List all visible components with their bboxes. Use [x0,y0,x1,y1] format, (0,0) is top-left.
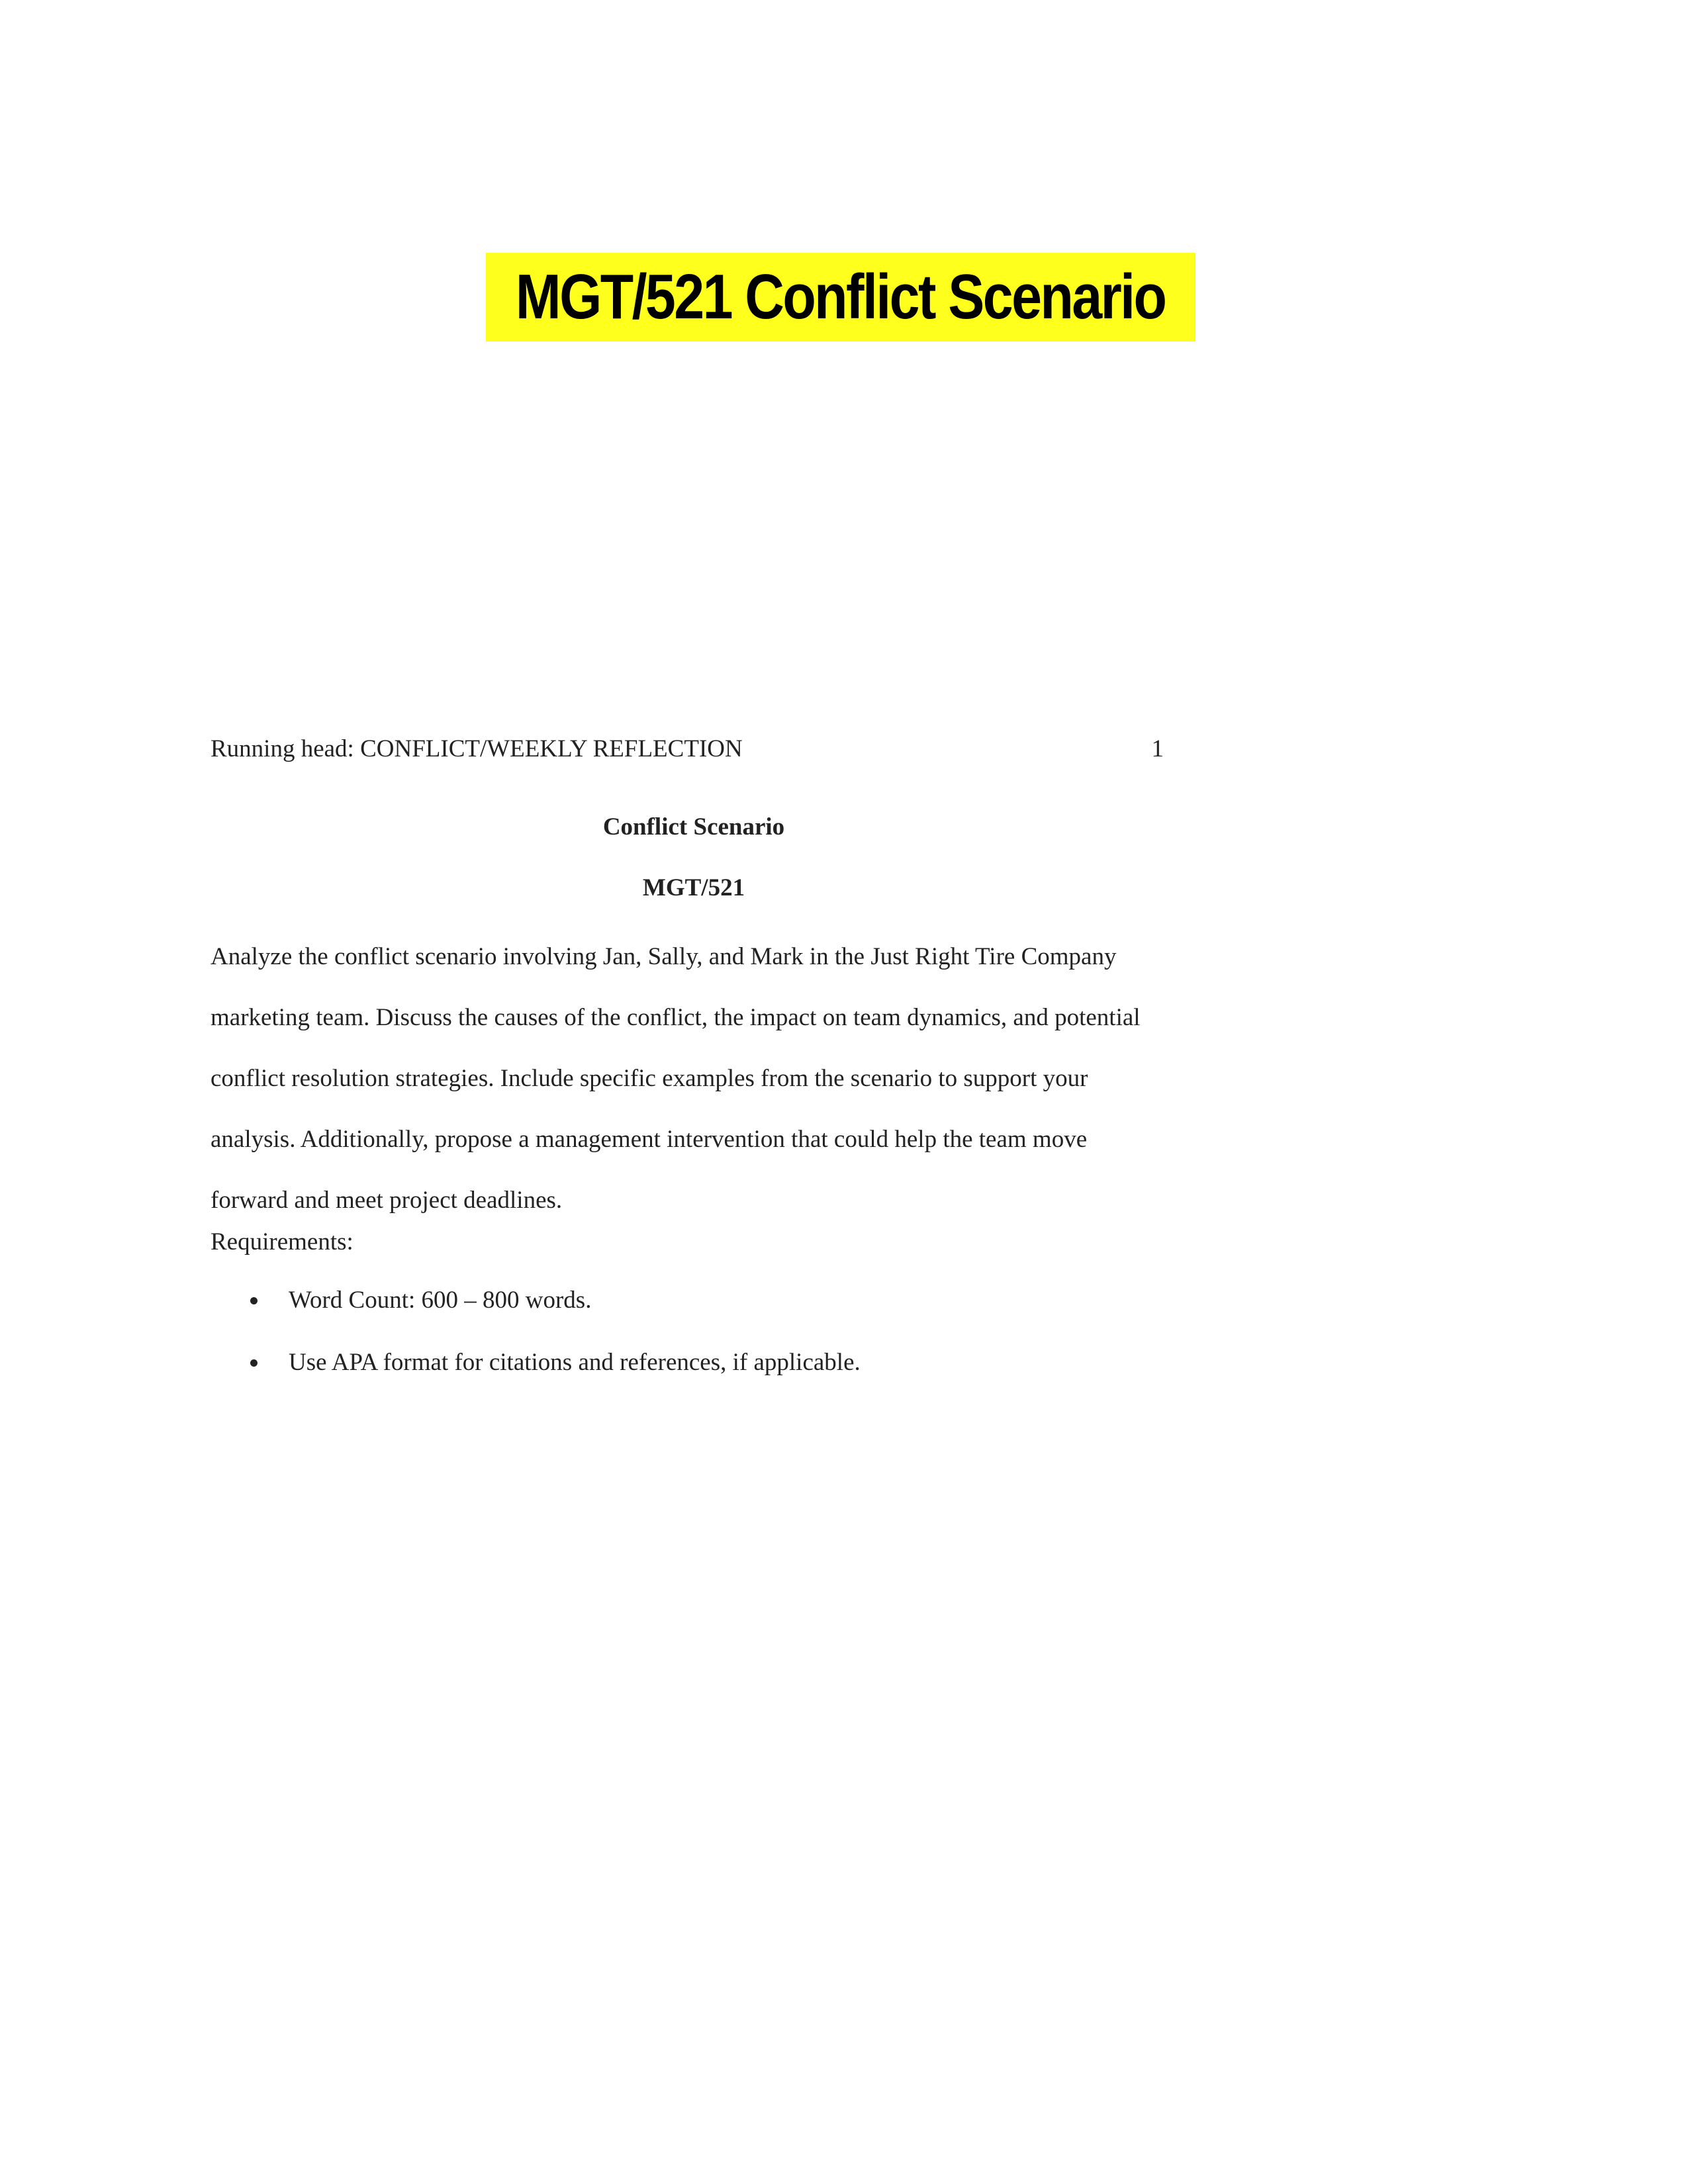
paragraph-line: marketing team. Discuss the causes of the conflict, the impact on team dynamics, and potential [211,1004,1141,1031]
requirement-text: Use APA format for citations and references, if applicable. [289,1349,861,1376]
assignment-paragraph [211,927,1217,1231]
paragraph-line: forward and meet project deadlines. [211,1187,563,1214]
paragraph-line: analysis. Additionally, propose a management intervention that could help the team move [211,1126,1088,1153]
requirements-label: Requirements: [211,1228,353,1255]
bullet-icon [250,1297,258,1304]
document-course: MGT/521 [642,874,745,901]
title-banner [486,253,1196,341]
running-head [211,728,1164,768]
requirement-item [211,1284,1203,1346]
banner-title: MGT/521 Conflict Scenario [516,261,1166,332]
page-number: 1 [1151,735,1164,762]
requirements-list [211,1284,1203,1408]
running-head-text: Running head: CONFLICT/WEEKLY REFLECTION [211,735,743,762]
requirement-item [211,1346,1203,1408]
requirement-text: Word Count: 600 – 800 words. [289,1287,592,1314]
document-title: Conflict Scenario [602,813,785,841]
paragraph-line: Analyze the conflict scenario involving Jan, Sally, and Mark in the Just Right Tire Company [211,943,1117,970]
paragraph-line: conflict resolution strategies. Include specific examples from the scenario to support your [211,1065,1088,1092]
bullet-icon [250,1359,258,1367]
